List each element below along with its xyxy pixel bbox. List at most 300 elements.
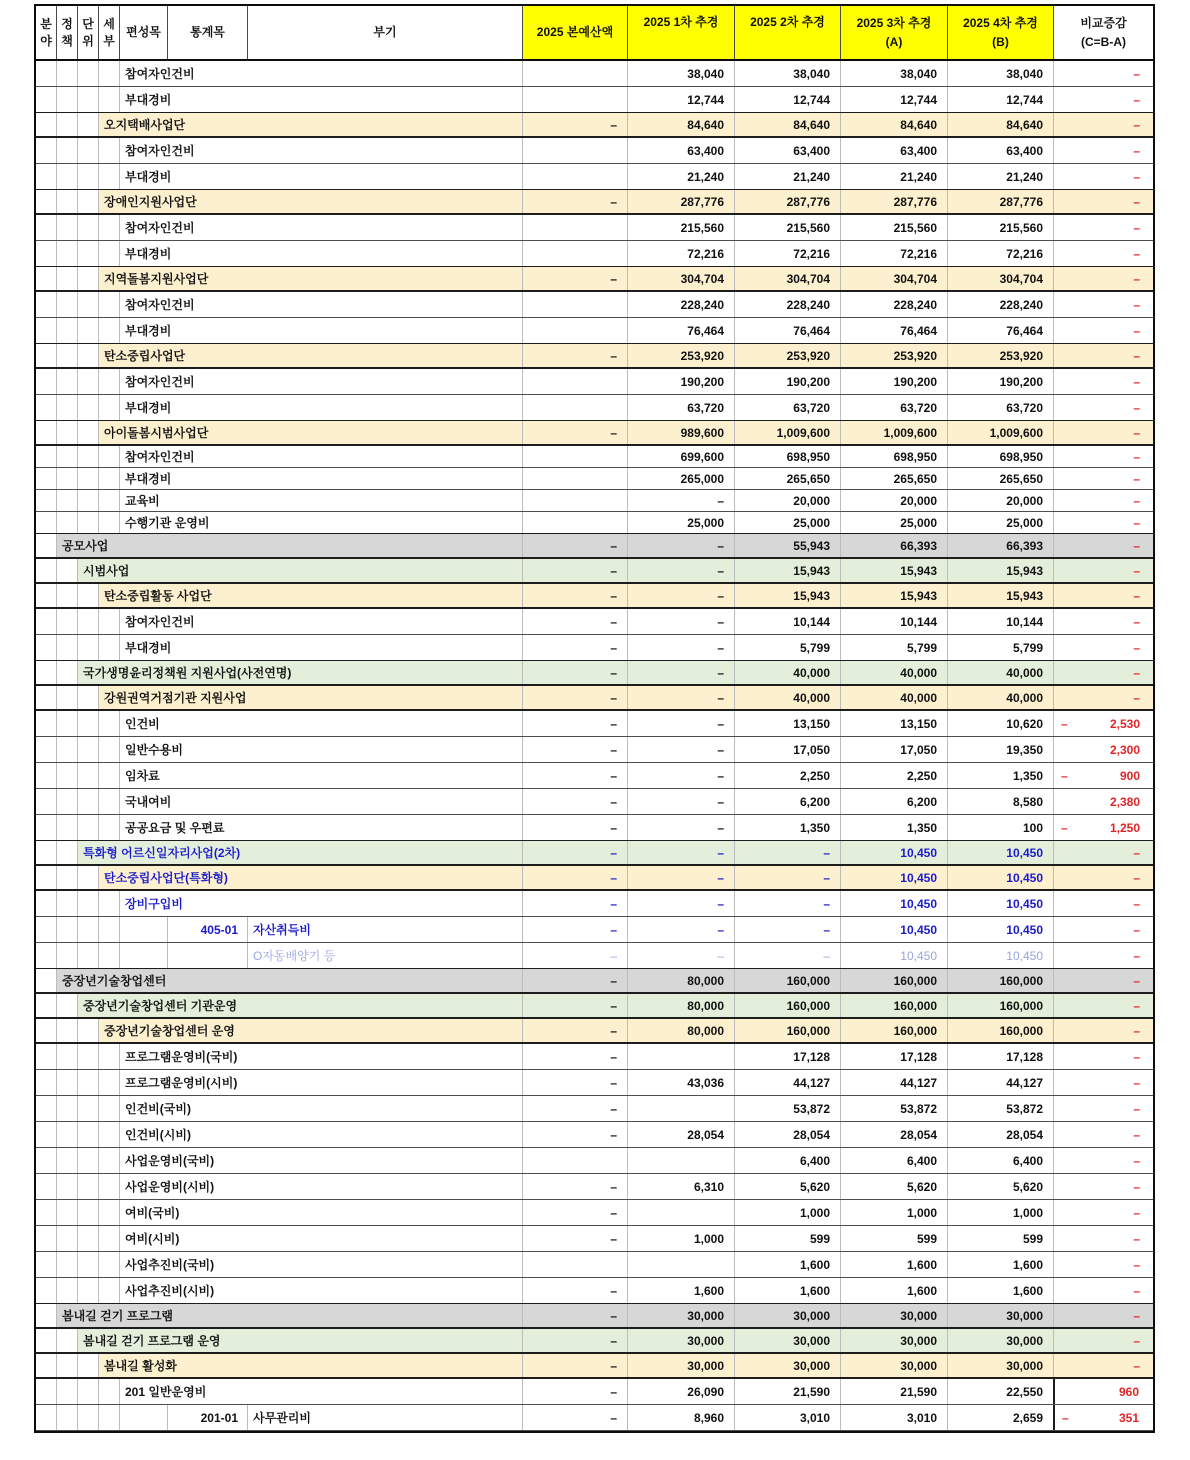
cell-compare: – (1054, 969, 1153, 992)
indent-cell (99, 512, 120, 533)
compare-value: 1,250 (1109, 820, 1140, 835)
cell-revision-4: 253,920 (948, 344, 1054, 367)
indent-cell (57, 917, 78, 942)
indent-cell (36, 1200, 57, 1225)
cell-revision-4: 1,600 (948, 1278, 1054, 1303)
indent-cell (78, 241, 99, 266)
cell-revision-2: 53,872 (735, 1096, 841, 1121)
indent-cell (36, 1019, 57, 1042)
cell-compare: – (1133, 896, 1140, 911)
indent-cell (78, 344, 99, 367)
indent-cell (57, 318, 78, 343)
indent-cell (78, 1070, 99, 1095)
indent-cell (57, 1405, 78, 1430)
cell-revision-4: 1,009,600 (948, 421, 1054, 444)
row-label: 아이돌봄시범사업단 (99, 421, 523, 444)
cell-compare (1053, 1405, 1152, 1430)
indent-cell (36, 1405, 57, 1430)
col-header-revision-4 (948, 6, 1054, 59)
cell-revision-1: – (628, 661, 735, 684)
indent-cell (78, 1019, 99, 1042)
row-label: 강원권역거점기관 지원사업 (99, 686, 523, 709)
indent-cell (57, 943, 78, 968)
cell-revision-4: 287,776 (948, 190, 1054, 213)
cell-revision-4: 10,450 (948, 891, 1054, 916)
col-header-base-budget: 2025 본예산액 (523, 6, 628, 59)
row-label: 사업추진비(국비) (120, 1252, 523, 1277)
col-header-item: 편성목 (120, 6, 168, 59)
indent-cell (78, 468, 99, 489)
cell-revision-2: 17,050 (735, 737, 841, 762)
cell-budget-2025: – (523, 1354, 628, 1377)
indent-cell (78, 1252, 99, 1277)
cell-revision-2: 10,144 (735, 609, 841, 634)
row-label: 부대경비 (120, 468, 523, 489)
cell-revision-4: 10,450 (948, 943, 1054, 968)
cell-revision-3: 72,216 (841, 241, 948, 266)
cell-compare: – (1133, 471, 1140, 486)
indent-cell (57, 446, 78, 467)
cell-budget-2025: – (523, 267, 628, 290)
cell-revision-3: 30,000 (841, 1354, 948, 1377)
indent-cell (99, 318, 120, 343)
col-header-revision-2-label: 2025 2차 추경 (750, 15, 825, 29)
table-row (36, 446, 1153, 468)
indent-cell (36, 215, 57, 240)
cell-compare: – (1133, 246, 1140, 261)
row-label: 인건비(국비) (120, 1096, 523, 1121)
table-row (36, 343, 1153, 369)
cell-revision-2: 76,464 (735, 318, 841, 343)
indent-cell (78, 318, 99, 343)
cell-revision-2: 72,216 (735, 241, 841, 266)
cell-revision-4: 76,464 (948, 318, 1054, 343)
cell-compare: – (1133, 1101, 1140, 1116)
cell-revision-1: 76,464 (628, 318, 735, 343)
cell-compare: – (1133, 1283, 1140, 1298)
indent-cell (78, 369, 99, 394)
cell-revision-4: 19,350 (948, 737, 1054, 762)
indent-cell (36, 815, 57, 840)
indent-cell (36, 512, 57, 533)
col-header-revision-3-sub: (A) (885, 35, 903, 49)
cell-revision-2: 13,150 (735, 711, 841, 736)
row-label: 부대경비 (120, 241, 523, 266)
table-row (36, 61, 1153, 87)
row-label: 참여자인건비 (120, 446, 523, 467)
cell-revision-1: 304,704 (628, 267, 735, 290)
cell-revision-1: 215,560 (628, 215, 735, 240)
cell-revision-4: 228,240 (948, 292, 1054, 317)
cell-revision-1: 80,000 (628, 969, 735, 992)
indent-cell (36, 241, 57, 266)
cell-budget-2025: – (523, 711, 628, 736)
indent-cell (99, 61, 120, 86)
cell-revision-3: 190,200 (841, 369, 948, 394)
compare-value: 2,530 (1109, 716, 1140, 731)
indent-cell (99, 215, 120, 240)
row-label: 교육비 (120, 490, 523, 511)
table-row (36, 968, 1153, 994)
col-header-revision-3-label: 2025 3차 추경 (856, 15, 932, 30)
indent-cell (57, 1174, 78, 1199)
indent-cell (57, 87, 78, 112)
cell-revision-4: 72,216 (948, 241, 1054, 266)
cell-revision-4: 66,393 (948, 534, 1054, 557)
compare-value: 900 (1119, 768, 1140, 783)
cell-revision-2: – (735, 841, 841, 864)
indent-cell (36, 1304, 57, 1327)
cell-revision-1: 43,036 (628, 1070, 735, 1095)
cell-revision-1: 63,400 (628, 138, 735, 163)
indent-cell (57, 1329, 78, 1352)
indent-cell (36, 446, 57, 467)
cell-budget-2025: – (523, 891, 628, 916)
cell-compare: – (1054, 344, 1153, 367)
cell-revision-1: 265,000 (628, 468, 735, 489)
cell-revision-4: 1,600 (948, 1252, 1054, 1277)
indent-cell (36, 711, 57, 736)
cell-revision-3: 1,600 (841, 1278, 948, 1303)
cell-revision-1: 12,744 (628, 87, 735, 112)
cell-revision-4: 599 (948, 1226, 1054, 1251)
cell-compare: – (1133, 449, 1140, 464)
table-row (36, 1044, 1153, 1070)
row-label: 특화형 어르신일자리사업(2차) (78, 841, 523, 864)
cell-revision-1: – (628, 841, 735, 864)
row-label: 부대경비 (120, 395, 523, 420)
cell-revision-2: 30,000 (735, 1354, 841, 1377)
indent-cell (99, 1070, 120, 1095)
cell-revision-3: 304,704 (841, 267, 948, 290)
indent-cell (99, 446, 120, 467)
indent-cell (99, 1044, 120, 1069)
cell-revision-1: 228,240 (628, 292, 735, 317)
row-label: 사업운영비(국비) (120, 1148, 523, 1173)
cell-revision-3: 6,200 (841, 789, 948, 814)
cell-revision-2: 6,400 (735, 1148, 841, 1173)
cell-compare: – (1054, 866, 1153, 889)
row-label: 사업추진비(시비) (120, 1278, 523, 1303)
cell-revision-3: 160,000 (841, 969, 948, 992)
indent-cell (99, 1122, 120, 1147)
cell-revision-1: – (628, 789, 735, 814)
indent-cell (36, 1096, 57, 1121)
cell-revision-1: 6,310 (628, 1174, 735, 1199)
cell-revision-2: 17,128 (735, 1044, 841, 1069)
row-label: 사업운영비(시비) (120, 1174, 523, 1199)
cell-revision-3: 265,650 (841, 468, 948, 489)
indent-cell (57, 866, 78, 889)
cell-revision-3: 253,920 (841, 344, 948, 367)
table-row (36, 763, 1153, 789)
cell-revision-3: 84,640 (841, 113, 948, 136)
cell-revision-4: 10,450 (948, 917, 1054, 942)
row-label: 인건비(시비) (120, 1122, 523, 1147)
indent-cell (57, 789, 78, 814)
indent-cell (57, 1252, 78, 1277)
indent-cell (99, 292, 120, 317)
row-label: 장비구입비 (120, 891, 523, 916)
cell-revision-3: 66,393 (841, 534, 948, 557)
cell-budget-2025: – (523, 113, 628, 136)
indent-cell (36, 917, 57, 942)
cell-revision-1: – (628, 584, 735, 607)
cell-revision-1: – (628, 917, 735, 942)
table-row (36, 891, 1153, 917)
cell-revision-2: 599 (735, 1226, 841, 1251)
indent-cell (36, 1226, 57, 1251)
indent-cell (99, 241, 120, 266)
indent-cell (36, 841, 57, 864)
cell-revision-1: 989,600 (628, 421, 735, 444)
cell-budget-2025 (523, 164, 628, 189)
row-label: 참여자인건비 (120, 215, 523, 240)
row-label: 탄소중립사업단 (99, 344, 523, 367)
cell-budget-2025: – (523, 1278, 628, 1303)
cell-revision-4: 10,620 (948, 711, 1054, 736)
cell-revision-2: 160,000 (735, 969, 841, 992)
cell-compare: – (1054, 190, 1153, 213)
col-header-compare (1054, 6, 1153, 59)
cell-compare: – (1054, 1329, 1153, 1352)
statistics-code: 405-01 (168, 917, 248, 942)
indent-cell (57, 737, 78, 762)
indent-cell (99, 635, 120, 660)
indent-cell (99, 1200, 120, 1225)
cell-budget-2025: – (523, 1304, 628, 1327)
indent-cell (57, 138, 78, 163)
cell-revision-1 (628, 1044, 735, 1069)
cell-compare: – (1133, 297, 1140, 312)
cell-revision-1: 72,216 (628, 241, 735, 266)
indent-cell (57, 1379, 78, 1404)
indent-cell (36, 61, 57, 86)
indent-cell (57, 815, 78, 840)
cell-compare: – (1133, 92, 1140, 107)
cell-revision-3: 15,943 (841, 559, 948, 582)
cell-budget-2025 (523, 395, 628, 420)
indent-cell (78, 609, 99, 634)
cell-revision-4: 160,000 (948, 994, 1054, 1017)
cell-revision-3: 40,000 (841, 661, 948, 684)
table-row (36, 1018, 1153, 1044)
indent-cell (78, 711, 99, 736)
cell-revision-2: – (735, 917, 841, 942)
indent-cell (78, 917, 99, 942)
indent-cell (78, 1044, 99, 1069)
row-label: 여비(시비) (120, 1226, 523, 1251)
table-row (36, 609, 1153, 635)
indent-cell (36, 292, 57, 317)
table-row (36, 635, 1153, 661)
cell-budget-2025: – (523, 1019, 628, 1042)
row-label: 중장년기술창업센터 기관운영 (78, 994, 523, 1017)
row-label: 시범사업 (78, 559, 523, 582)
indent-cell (78, 138, 99, 163)
indent-cell (57, 711, 78, 736)
row-label: 탄소중립사업단(특화형) (99, 866, 523, 889)
cell-revision-4: 38,040 (948, 61, 1054, 86)
cell-revision-3: 215,560 (841, 215, 948, 240)
indent-cell (99, 789, 120, 814)
table-row (36, 917, 1153, 943)
table-row (36, 1096, 1153, 1122)
cell-revision-1 (628, 1096, 735, 1121)
cell-compare (1054, 711, 1153, 736)
cell-budget-2025: – (523, 1405, 628, 1430)
col-header-policy: 정책 (57, 6, 78, 59)
cell-revision-1: – (628, 815, 735, 840)
indent-cell (78, 866, 99, 889)
cell-budget-2025 (523, 318, 628, 343)
cell-budget-2025 (523, 468, 628, 489)
cell-budget-2025 (523, 1252, 628, 1277)
cell-revision-4: 215,560 (948, 215, 1054, 240)
row-label: 프로그램운영비(국비) (120, 1044, 523, 1069)
indent-cell (36, 1174, 57, 1199)
cell-compare: – (1133, 614, 1140, 629)
indent-cell (36, 267, 57, 290)
indent-cell (57, 891, 78, 916)
indent-cell (57, 763, 78, 788)
cell-compare: – (1133, 1127, 1140, 1142)
table-row (36, 533, 1153, 559)
col-header-revision-2 (735, 6, 841, 59)
indent-cell (36, 763, 57, 788)
indent-cell (99, 164, 120, 189)
cell-revision-4: 17,128 (948, 1044, 1054, 1069)
cell-budget-2025: – (523, 686, 628, 709)
col-header-revision-4-label: 2025 4차 추경 (963, 15, 1038, 30)
statistics-code: 201-01 (168, 1405, 248, 1430)
cell-revision-2: 28,054 (735, 1122, 841, 1147)
cell-revision-2: 12,744 (735, 87, 841, 112)
table-row (36, 943, 1153, 969)
table-row (36, 1174, 1153, 1200)
cell-revision-1: – (628, 635, 735, 660)
table-row (36, 369, 1153, 395)
cell-revision-1: – (628, 763, 735, 788)
row-label: 참여자인건비 (120, 61, 523, 86)
compare-value: 351 (1118, 1410, 1139, 1425)
indent-cell (99, 1278, 120, 1303)
table-row (36, 685, 1153, 711)
cell-revision-2: 1,600 (735, 1252, 841, 1277)
cell-budget-2025: – (523, 815, 628, 840)
indent-cell (78, 1096, 99, 1121)
cell-revision-4: 304,704 (948, 267, 1054, 290)
cell-budget-2025: – (523, 1200, 628, 1225)
table-row (36, 189, 1153, 215)
cell-revision-4: 15,943 (948, 584, 1054, 607)
cell-budget-2025: – (523, 190, 628, 213)
indent-cell (57, 1044, 78, 1069)
cell-revision-3: 160,000 (841, 994, 948, 1017)
cell-compare: – (1133, 640, 1140, 655)
indent-cell (78, 267, 99, 290)
table-row (36, 241, 1153, 267)
indent-cell (99, 138, 120, 163)
indent-cell (78, 1405, 99, 1430)
cell-revision-1: 699,600 (628, 446, 735, 467)
indent-cell (36, 891, 57, 916)
row-label: 프로그램운영비(시비) (120, 1070, 523, 1095)
cell-compare: – (1133, 515, 1140, 530)
cell-compare: – (1133, 1075, 1140, 1090)
indent-cell (99, 1096, 120, 1121)
indent-cell (57, 609, 78, 634)
row-label: 오지택배사업단 (99, 113, 523, 136)
row-label: 참여자인건비 (120, 138, 523, 163)
indent-cell (57, 1354, 78, 1377)
indent-cell (78, 815, 99, 840)
indent-cell (57, 994, 78, 1017)
cell-revision-2: 160,000 (735, 994, 841, 1017)
cell-revision-2: 40,000 (735, 686, 841, 709)
cell-compare: – (1054, 1354, 1153, 1377)
indent-cell (78, 1122, 99, 1147)
indent-cell (99, 763, 120, 788)
indent-cell (57, 661, 78, 684)
table-row (36, 1252, 1153, 1278)
indent-cell (36, 635, 57, 660)
cell-revision-2: 2,250 (735, 763, 841, 788)
row-label: 부대경비 (120, 87, 523, 112)
indent-cell (57, 241, 78, 266)
indent-cell (78, 446, 99, 467)
col-header-stat-item: 통계목 (168, 6, 248, 59)
cell-budget-2025 (523, 512, 628, 533)
table-row (36, 1328, 1153, 1354)
cell-revision-1: 287,776 (628, 190, 735, 213)
cell-revision-4: 8,580 (948, 789, 1054, 814)
indent-cell (36, 534, 57, 557)
item-cell (120, 1405, 168, 1430)
cell-revision-3: 53,872 (841, 1096, 948, 1121)
indent-cell (99, 609, 120, 634)
cell-budget-2025 (523, 61, 628, 86)
cell-revision-2: 55,943 (735, 534, 841, 557)
cell-compare: – (1133, 948, 1140, 963)
cell-budget-2025: – (523, 1174, 628, 1199)
indent-cell (36, 943, 57, 968)
cell-revision-1: 253,920 (628, 344, 735, 367)
cell-revision-4: 160,000 (948, 1019, 1054, 1042)
cell-compare: 960 (1053, 1379, 1152, 1404)
cell-compare: 2,380 (1109, 794, 1140, 809)
cell-compare: – (1133, 169, 1140, 184)
cell-revision-1: 26,090 (628, 1379, 735, 1404)
indent-cell (36, 164, 57, 189)
cell-revision-1: – (628, 943, 735, 968)
cell-compare: – (1133, 220, 1140, 235)
cell-compare: – (1133, 1257, 1140, 1272)
indent-cell (36, 318, 57, 343)
cell-revision-2: 21,590 (735, 1379, 841, 1404)
indent-cell (78, 190, 99, 213)
cell-revision-1: – (628, 559, 735, 582)
indent-cell (36, 686, 57, 709)
cell-revision-3: 599 (841, 1226, 948, 1251)
table-row (36, 1122, 1153, 1148)
cell-budget-2025: – (523, 1044, 628, 1069)
cell-revision-2: 63,720 (735, 395, 841, 420)
cell-revision-1: 190,200 (628, 369, 735, 394)
cell-compare: – (1133, 1179, 1140, 1194)
indent-cell (78, 215, 99, 240)
indent-cell (36, 421, 57, 444)
